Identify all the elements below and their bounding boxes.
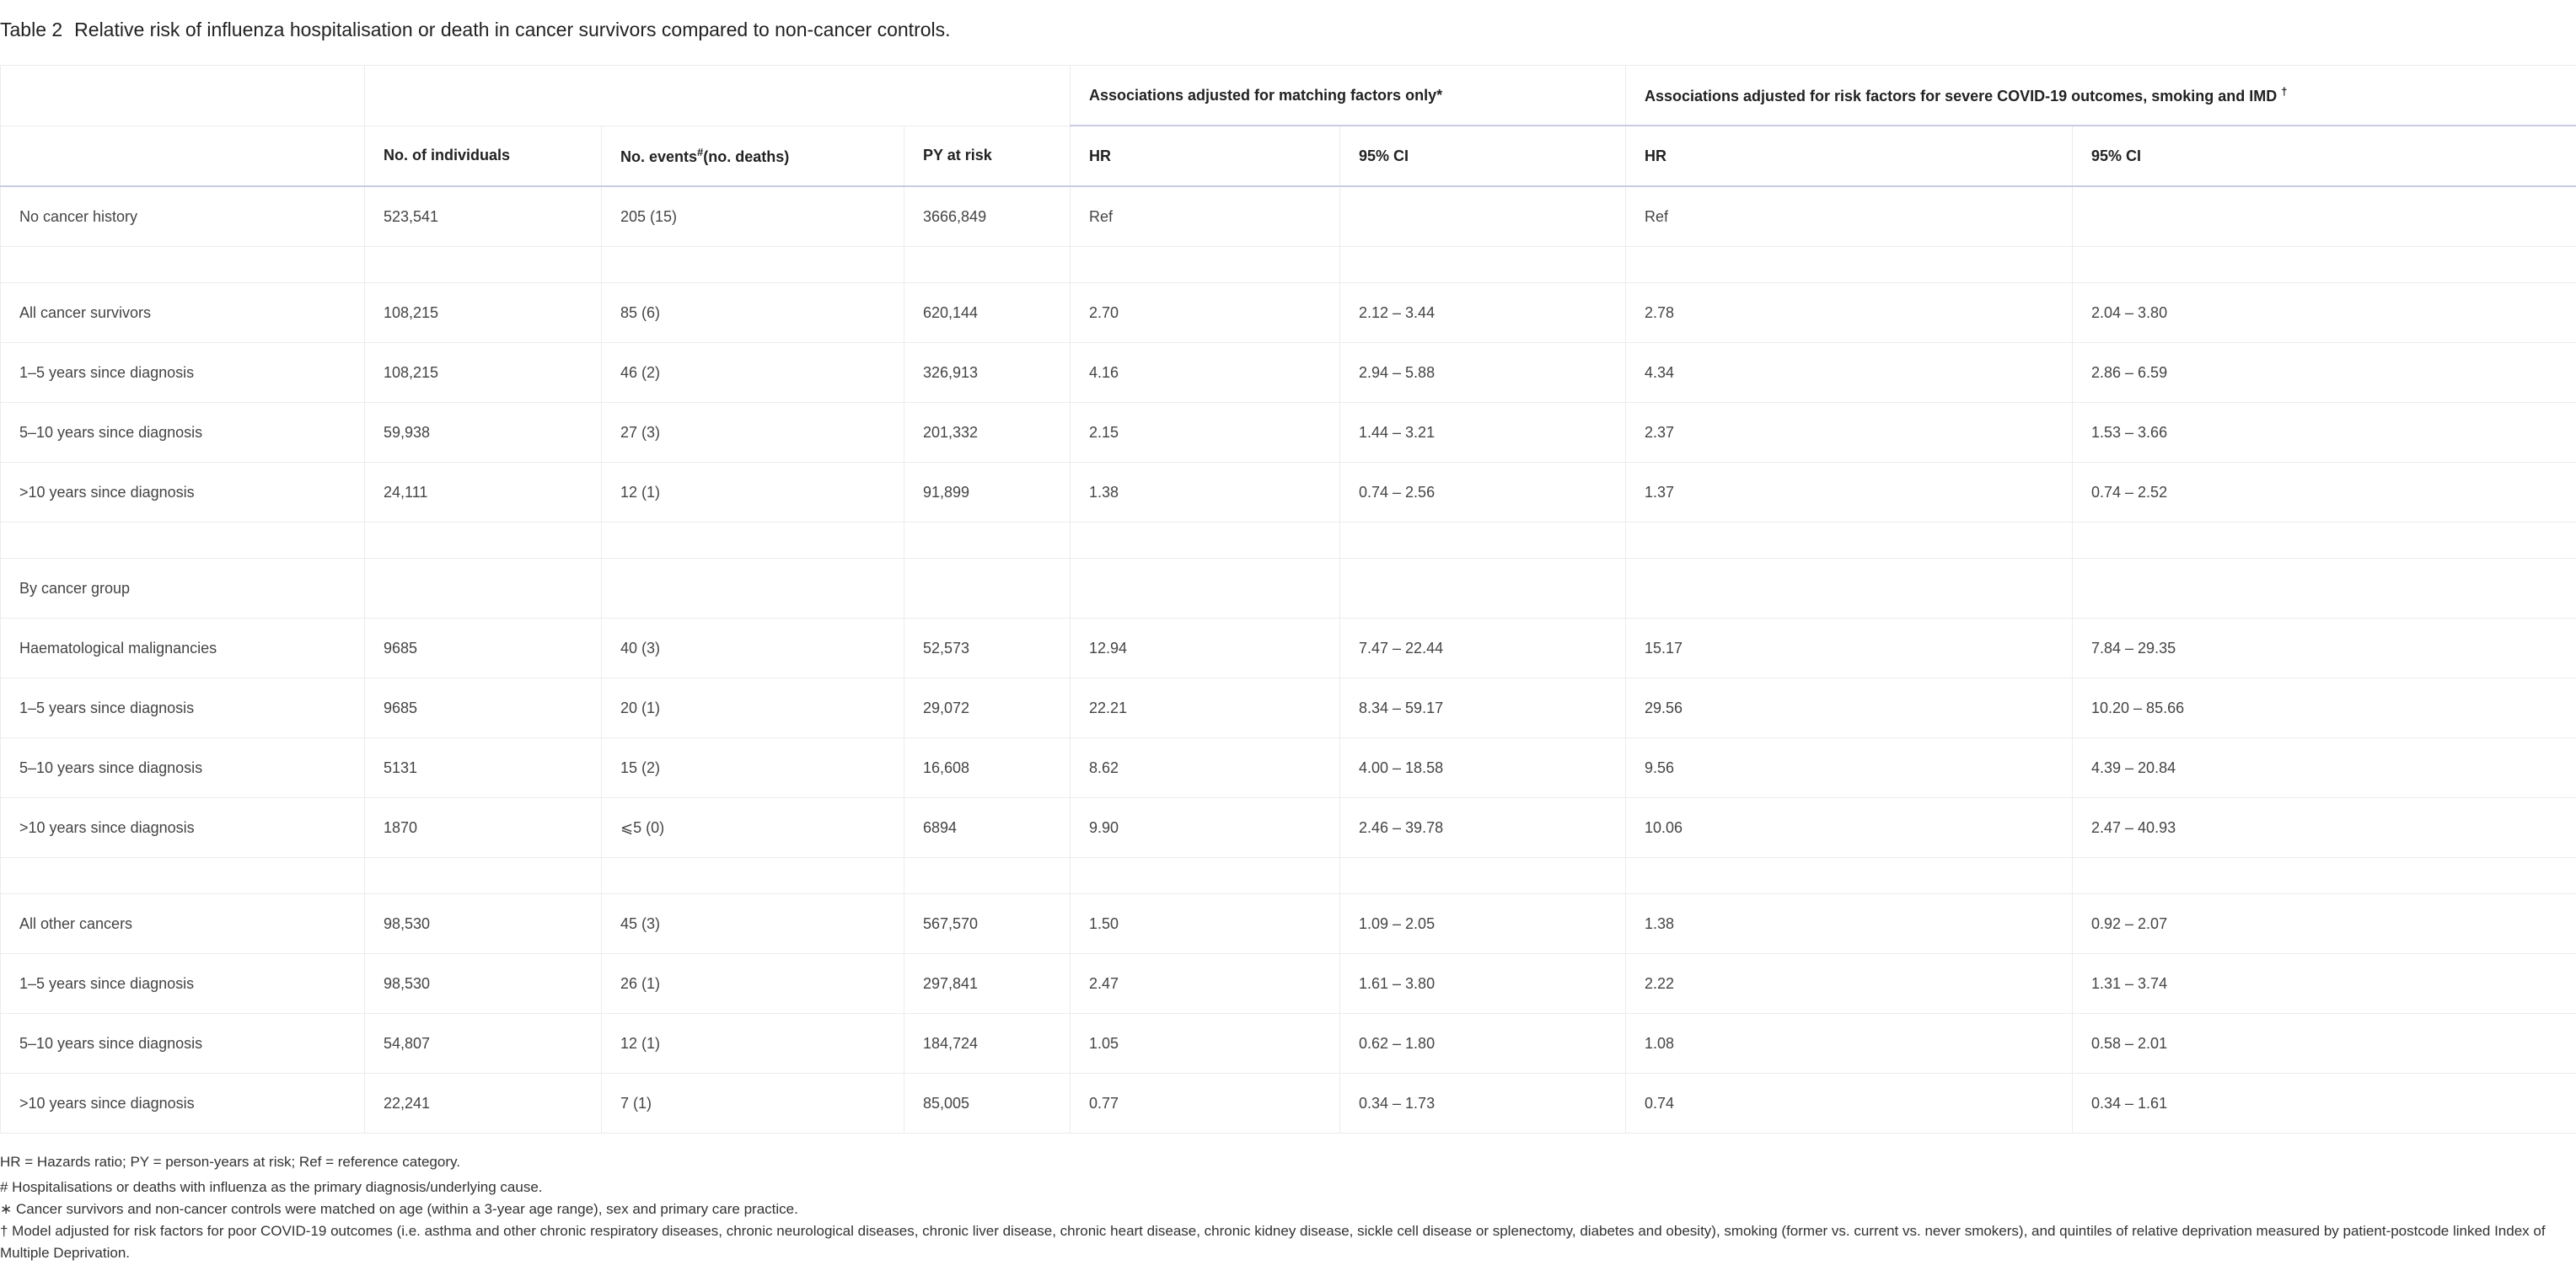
table-row bbox=[1, 343, 2576, 403]
cell-py: 6894 bbox=[904, 798, 1071, 858]
col-header-events-suffix: (no. deaths) bbox=[703, 147, 790, 165]
cell-individuals: 108,215 bbox=[365, 343, 602, 403]
table-row bbox=[1, 1014, 2576, 1074]
cell-individuals: 9685 bbox=[365, 678, 602, 738]
header-empty-cell bbox=[1, 66, 365, 126]
cell-ci-adjusted: 2.47 – 40.93 bbox=[2073, 798, 2576, 858]
cell-ci-matching: 4.00 – 18.58 bbox=[1340, 738, 1626, 798]
cell-events: 46 (2) bbox=[602, 343, 904, 403]
cell-hr-adjusted: 4.34 bbox=[1626, 343, 2073, 403]
table-title: Relative risk of influenza hospitalisation or death in cancer survivors compared to non-cancer controls. bbox=[74, 19, 951, 40]
cell-hr-adjusted: 2.22 bbox=[1626, 954, 2073, 1014]
footnote-hash: # Hospitalisations or deaths with influenza as the primary diagnosis/underlying cause. bbox=[0, 1179, 543, 1195]
cell-hr-matching: 0.77 bbox=[1071, 1074, 1340, 1134]
cell-hr-adjusted bbox=[1626, 559, 2073, 619]
cell-hr-adjusted: 1.38 bbox=[1626, 894, 2073, 954]
table-row bbox=[1, 894, 2576, 954]
cell-ci-adjusted: 4.39 – 20.84 bbox=[2073, 738, 2576, 798]
cell-ci-adjusted bbox=[2073, 186, 2576, 247]
cell-hr-matching: 1.05 bbox=[1071, 1014, 1340, 1074]
cell-events: 12 (1) bbox=[602, 463, 904, 523]
cell-ci-adjusted: 0.74 – 2.52 bbox=[2073, 463, 2576, 523]
cell-events: 205 (15) bbox=[602, 186, 904, 247]
col-header-ci-adjusted: 95% CI bbox=[2073, 126, 2576, 186]
cell-hr-matching: 12.94 bbox=[1071, 619, 1340, 678]
cell-events: 27 (3) bbox=[602, 403, 904, 463]
header-group-adjusted bbox=[1626, 66, 2576, 126]
cell-hr-matching: 4.16 bbox=[1071, 343, 1340, 403]
cell-py: 620,144 bbox=[904, 283, 1071, 343]
cell-events: 15 (2) bbox=[602, 738, 904, 798]
table-row bbox=[1, 283, 2576, 343]
cell-individuals: 9685 bbox=[365, 619, 602, 678]
cell-ci-matching: 1.09 – 2.05 bbox=[1340, 894, 1626, 954]
cell-hr-matching: 2.70 bbox=[1071, 283, 1340, 343]
dagger-mark: † bbox=[2281, 85, 2288, 98]
cell-ci-matching: 0.62 – 1.80 bbox=[1340, 1014, 1626, 1074]
spacer-row bbox=[1, 247, 2576, 283]
cell-hr-adjusted: 1.08 bbox=[1626, 1014, 2073, 1074]
cell-py: 3666,849 bbox=[904, 186, 1071, 247]
cell-hr-adjusted: 9.56 bbox=[1626, 738, 2073, 798]
cell-events: 12 (1) bbox=[602, 1014, 904, 1074]
cell-individuals: 24,111 bbox=[365, 463, 602, 523]
cell-hr-adjusted: 2.78 bbox=[1626, 283, 2073, 343]
table-row bbox=[1, 1074, 2576, 1134]
cell-individuals: 54,807 bbox=[365, 1014, 602, 1074]
cell-ci-matching: 2.94 – 5.88 bbox=[1340, 343, 1626, 403]
cell-py: 91,899 bbox=[904, 463, 1071, 523]
cell-hr-adjusted: Ref bbox=[1626, 186, 2073, 247]
footnote-abbreviations: HR = Hazards ratio; PY = person-years at risk; Ref = reference category. bbox=[0, 1154, 460, 1170]
cell-ci-matching bbox=[1340, 186, 1626, 247]
cell-hr-matching: 22.21 bbox=[1071, 678, 1340, 738]
col-header-ci-matching: 95% CI bbox=[1340, 126, 1626, 186]
cell-ci-adjusted: 0.34 – 1.61 bbox=[2073, 1074, 2576, 1134]
cell-events: 7 (1) bbox=[602, 1074, 904, 1134]
col-header-individuals: No. of individuals bbox=[365, 126, 602, 186]
col-header-hr-adjusted: HR bbox=[1626, 126, 2073, 186]
cell-ci-matching: 2.46 – 39.78 bbox=[1340, 798, 1626, 858]
cell-hr-matching: 2.15 bbox=[1071, 403, 1340, 463]
cell-ci-adjusted: 7.84 – 29.35 bbox=[2073, 619, 2576, 678]
cell-events: 20 (1) bbox=[602, 678, 904, 738]
table-caption bbox=[0, 19, 951, 41]
table-row bbox=[1, 463, 2576, 523]
cell-hr-matching: Ref bbox=[1071, 186, 1340, 247]
table-row bbox=[1, 678, 2576, 738]
header-group-matching-label: Associations adjusted for matching factors only* bbox=[1089, 86, 1443, 104]
cell-ci-adjusted: 0.58 – 2.01 bbox=[2073, 1014, 2576, 1074]
table-row bbox=[1, 798, 2576, 858]
cell-hr-matching: 9.90 bbox=[1071, 798, 1340, 858]
cell-py: 85,005 bbox=[904, 1074, 1071, 1134]
row-label: Haematological malignancies bbox=[1, 619, 365, 678]
row-label: No cancer history bbox=[1, 186, 365, 247]
col-header-events-label: No. events bbox=[620, 147, 698, 165]
cell-individuals: 1870 bbox=[365, 798, 602, 858]
cell-py: 201,332 bbox=[904, 403, 1071, 463]
cell-hr-adjusted: 1.37 bbox=[1626, 463, 2073, 523]
row-label: 1–5 years since diagnosis bbox=[1, 954, 365, 1014]
cell-py: 184,724 bbox=[904, 1014, 1071, 1074]
cell-hr-matching: 1.38 bbox=[1071, 463, 1340, 523]
cell-individuals: 59,938 bbox=[365, 403, 602, 463]
cell-ci-adjusted: 10.20 – 85.66 bbox=[2073, 678, 2576, 738]
cell-ci-matching bbox=[1340, 559, 1626, 619]
cell-ci-adjusted: 2.86 – 6.59 bbox=[2073, 343, 2576, 403]
cell-ci-adjusted: 1.53 – 3.66 bbox=[2073, 403, 2576, 463]
cell-hr-adjusted: 0.74 bbox=[1626, 1074, 2073, 1134]
cell-py: 297,841 bbox=[904, 954, 1071, 1014]
cell-events: ⩽5 (0) bbox=[602, 798, 904, 858]
table-row bbox=[1, 403, 2576, 463]
col-header-py: PY at risk bbox=[904, 126, 1071, 186]
table-row bbox=[1, 619, 2576, 678]
row-label: >10 years since diagnosis bbox=[1, 798, 365, 858]
cell-ci-adjusted bbox=[2073, 559, 2576, 619]
cell-ci-matching: 1.44 – 3.21 bbox=[1340, 403, 1626, 463]
hash-mark: # bbox=[697, 145, 704, 158]
row-label: 5–10 years since diagnosis bbox=[1, 403, 365, 463]
spacer-row bbox=[1, 523, 2576, 559]
row-label: >10 years since diagnosis bbox=[1, 1074, 365, 1134]
table-footnotes bbox=[0, 1151, 2563, 1264]
cell-py: 52,573 bbox=[904, 619, 1071, 678]
footnote-asterisk: ∗ Cancer survivors and non-cancer controls were matched on age (within a 3-year age range), sex and primary care practice. bbox=[0, 1201, 798, 1217]
cell-ci-matching: 1.61 – 3.80 bbox=[1340, 954, 1626, 1014]
cell-hr-adjusted: 29.56 bbox=[1626, 678, 2073, 738]
cell-ci-matching: 0.74 – 2.56 bbox=[1340, 463, 1626, 523]
row-label: 5–10 years since diagnosis bbox=[1, 738, 365, 798]
cell-hr-adjusted: 15.17 bbox=[1626, 619, 2073, 678]
cell-individuals: 108,215 bbox=[365, 283, 602, 343]
table-row bbox=[1, 954, 2576, 1014]
cell-ci-adjusted: 0.92 – 2.07 bbox=[2073, 894, 2576, 954]
table-row bbox=[1, 738, 2576, 798]
cell-individuals: 98,530 bbox=[365, 954, 602, 1014]
cell-individuals: 523,541 bbox=[365, 186, 602, 247]
row-label: >10 years since diagnosis bbox=[1, 463, 365, 523]
row-label: 5–10 years since diagnosis bbox=[1, 1014, 365, 1074]
row-label: All cancer survivors bbox=[1, 283, 365, 343]
header-group-matching bbox=[1071, 66, 1626, 126]
header-row-groups bbox=[1, 66, 2576, 126]
cell-ci-matching: 7.47 – 22.44 bbox=[1340, 619, 1626, 678]
table-row bbox=[1, 186, 2576, 247]
cell-ci-adjusted: 2.04 – 3.80 bbox=[2073, 283, 2576, 343]
row-label: 1–5 years since diagnosis bbox=[1, 678, 365, 738]
cell-py: 326,913 bbox=[904, 343, 1071, 403]
table-number: Table 2 bbox=[0, 19, 63, 40]
cell-events: 26 (1) bbox=[602, 954, 904, 1014]
results-table bbox=[0, 65, 2576, 1134]
cell-hr-adjusted: 10.06 bbox=[1626, 798, 2073, 858]
header-group-adjusted-label: Associations adjusted for risk factors for severe COVID-19 outcomes, smoking and IMD bbox=[1645, 88, 2278, 105]
cell-hr-adjusted: 2.37 bbox=[1626, 403, 2073, 463]
cell-py bbox=[904, 559, 1071, 619]
spacer-row bbox=[1, 858, 2576, 894]
row-label: By cancer group bbox=[1, 559, 365, 619]
cell-events: 45 (3) bbox=[602, 894, 904, 954]
cell-individuals: 98,530 bbox=[365, 894, 602, 954]
cell-ci-matching: 0.34 – 1.73 bbox=[1340, 1074, 1626, 1134]
row-label: 1–5 years since diagnosis bbox=[1, 343, 365, 403]
cell-py: 29,072 bbox=[904, 678, 1071, 738]
cell-ci-adjusted: 1.31 – 3.74 bbox=[2073, 954, 2576, 1014]
table-row bbox=[1, 559, 2576, 619]
cell-events: 40 (3) bbox=[602, 619, 904, 678]
cell-ci-matching: 8.34 – 59.17 bbox=[1340, 678, 1626, 738]
col-header-events bbox=[602, 126, 904, 186]
cell-ci-matching: 2.12 – 3.44 bbox=[1340, 283, 1626, 343]
col-header-hr-matching: HR bbox=[1071, 126, 1340, 186]
cell-individuals bbox=[365, 559, 602, 619]
cell-events bbox=[602, 559, 904, 619]
cell-py: 567,570 bbox=[904, 894, 1071, 954]
cell-hr-matching: 8.62 bbox=[1071, 738, 1340, 798]
row-label: All other cancers bbox=[1, 894, 365, 954]
header-row-columns bbox=[1, 126, 2576, 186]
cell-py: 16,608 bbox=[904, 738, 1071, 798]
cell-hr-matching: 1.50 bbox=[1071, 894, 1340, 954]
cell-hr-matching: 2.47 bbox=[1071, 954, 1340, 1014]
header-empty-span bbox=[365, 66, 1071, 126]
cell-individuals: 22,241 bbox=[365, 1074, 602, 1134]
cell-individuals: 5131 bbox=[365, 738, 602, 798]
header-label-cell bbox=[1, 126, 365, 186]
cell-hr-matching bbox=[1071, 559, 1340, 619]
cell-events: 85 (6) bbox=[602, 283, 904, 343]
footnote-dagger: † Model adjusted for risk factors for poor COVID-19 outcomes (i.e. asthma and other chronic respiratory diseases, chronic neurological diseases, chronic liver disease, chronic heart disease, chronic kidney disease, sickle cell disease or splenectomy, diabetes and obesity), smoking (former vs. current vs. never smokers), and quintiles of relative deprivation measured by patient-postcode linked Index of Multiple Deprivation. bbox=[0, 1223, 2546, 1261]
